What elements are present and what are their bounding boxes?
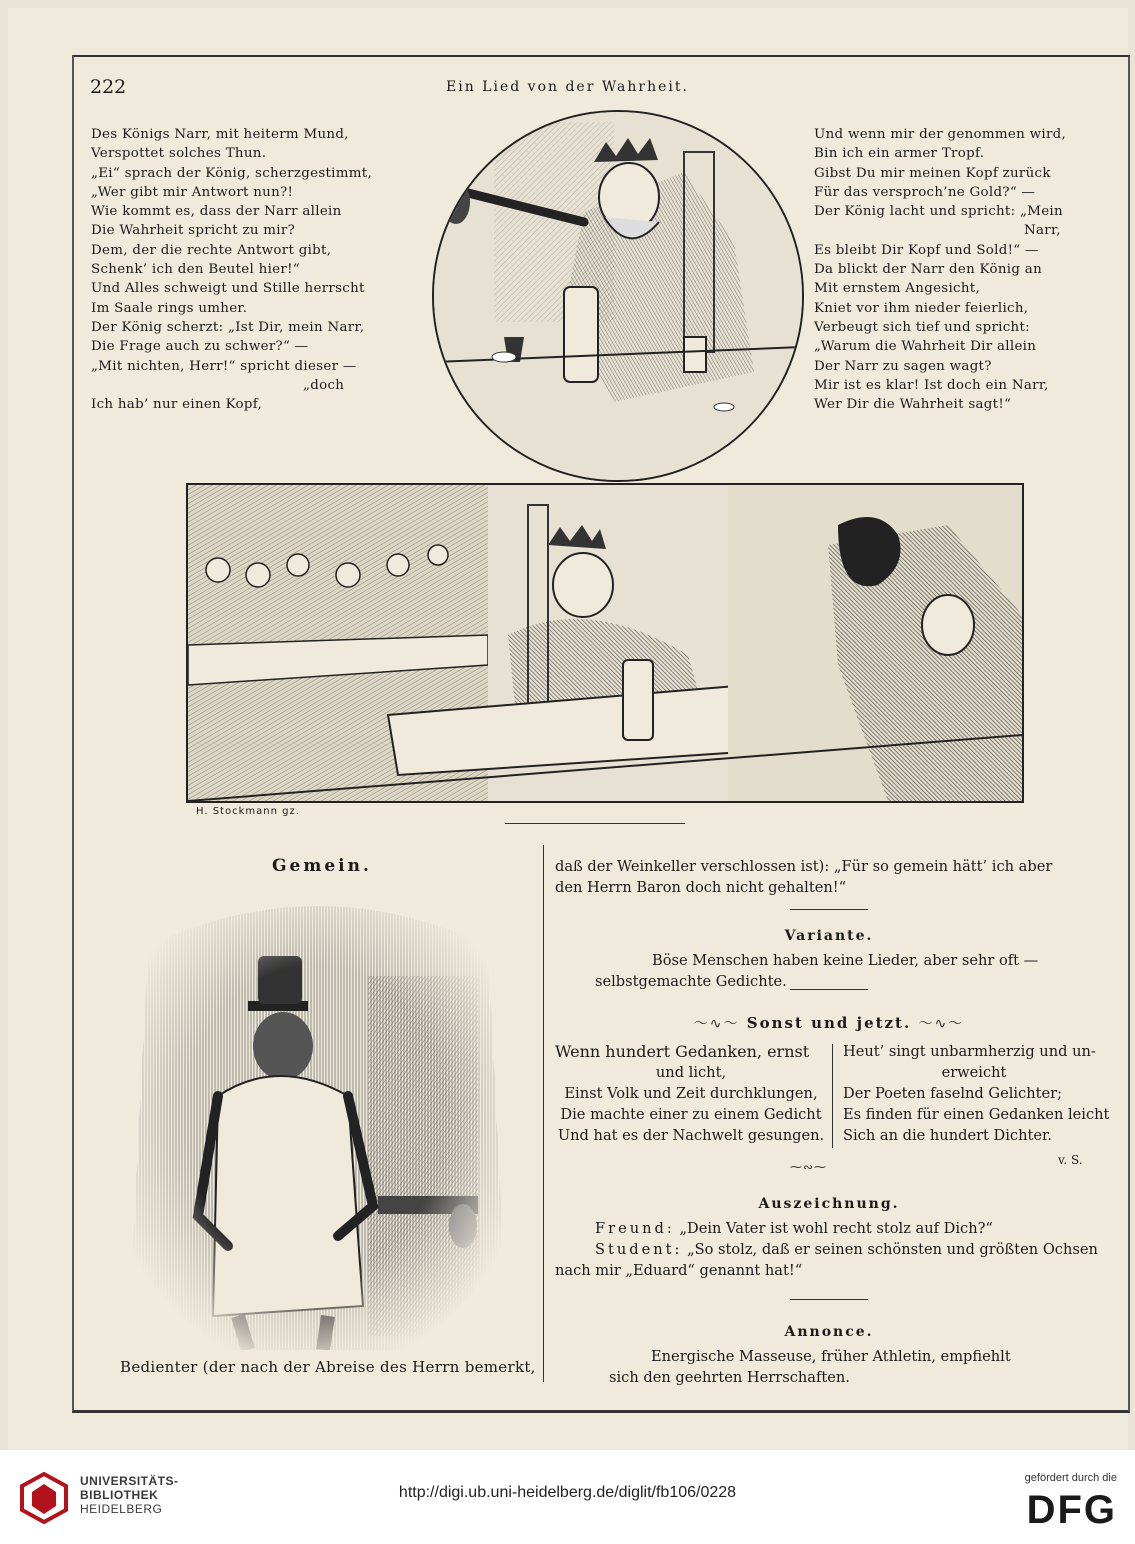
poem-line: Für das versproch’ne Gold?“ — [814,184,1036,200]
dialogue-text: „Dein Vater ist wohl recht stolz auf Dich?“ [679,1220,993,1237]
section-divider [790,1299,868,1300]
poem-line: Verbeugt sich tief und spricht: [814,319,1030,335]
poem-line: „Ei“ sprach der König, scherzgestimmt, [91,165,372,181]
poem-line: Mir ist es klar! Ist doch ein Narr, [814,377,1049,393]
king-drawing [434,112,802,480]
sonst-line: und licht, [655,1064,727,1081]
poem-line: Dem, der die rechte Antwort gibt, [91,242,332,258]
poem-line: „Wer gibt mir Antwort nun?! [91,184,294,200]
dfg-logo: DFG [1026,1488,1117,1532]
gemein-continuation-line: den Herrn Baron doch nicht gehalten!“ [555,879,847,896]
poem-line: Und Alles schweigt und Stille herrscht [91,281,365,297]
poem-column-separator [832,1044,833,1148]
ornament-right-icon: 〜∿〜 [918,1016,965,1032]
poem-right-column [814,125,1104,414]
ornament-left-icon: 〜∿〜 [693,1016,740,1032]
sonst-line: Wenn hundert Gedanken, ernst [555,1042,810,1061]
funding-note: gefördert durch die [1024,1472,1117,1484]
king-roundel-illustration [432,110,804,482]
sonst-line: Heut’ singt unbarmherzig und un- [843,1043,1096,1060]
variante-line: selbstgemachte Gedichte. [595,973,787,990]
library-name-line: UNIVERSITÄTS- [80,1474,179,1488]
poem-line: Schenk’ ich den Beutel hier!“ [91,262,300,278]
library-name-line: BIBLIOTHEK [80,1488,159,1502]
sonst-left-column [555,1041,827,1146]
poem-line: Der König lacht und spricht: „Mein [814,204,1063,220]
auszeichnung-line [555,1239,1103,1260]
annonce-text [555,1346,1103,1388]
poem-line: Im Saale rings umher. [91,300,248,316]
variante-text [555,950,1103,992]
sonst-heading: Sonst und jetzt. [746,1014,912,1032]
section-divider [790,909,868,910]
sonst-right-column [843,1041,1110,1146]
gemein-heading: Gemein. [272,856,372,876]
artist-signature: H. Stockmann gz. [196,806,300,817]
poem-line: Mit ernstem Angesicht, [814,281,981,297]
running-title: Ein Lied von der Wahrheit. [446,79,689,95]
speaker-label: Student: [595,1241,683,1258]
banquet-scene-illustration [186,483,1024,803]
gemein-continuation-line: daß der Weinkeller verschlossen ist): „Für so gemein hätt’ ich aber [555,858,1053,875]
poem-line: Gibst Du mir meinen Kopf zurück [814,165,1051,181]
section-divider [790,989,868,990]
banquet-drawing [188,485,1022,801]
sonst-author: v. S. [1058,1153,1083,1167]
permalink-url[interactable]: http://digi.ub.uni-heidelberg.de/diglit/fb106/0228 [398,1484,737,1501]
auszeichnung-heading: Auszeichnung. [758,1196,900,1212]
poem-line: Der Narr zu sagen wagt? [814,358,992,374]
sonst-line: Der Poeten faselnd Gelichter; [843,1085,1063,1102]
sonst-line: Und hat es der Nachwelt gesungen. [557,1127,825,1144]
page-number: 222 [90,76,127,98]
annonce-heading: Annonce. [784,1324,874,1340]
speaker-label: Freund: [595,1220,675,1237]
digitization-footer [0,1450,1135,1544]
section-divider [505,823,685,824]
column-separator [543,845,544,1382]
poem-line: Da blickt der Narr den König an [814,262,1043,278]
poem-left-column [91,125,391,414]
library-name-line: HEIDELBERG [80,1502,163,1516]
poem-line: Des Königs Narr, mit heiterm Mund, [91,127,349,142]
annonce-line: sich den geehrten Herrschaften. [609,1369,850,1386]
annonce-line: Energische Masseuse, früher Athletin, empfiehlt [651,1348,1011,1365]
gemein-caption: Bedienter (der nach der Abreise des Herrn bemerkt, [120,1358,536,1376]
poem-line: Kniet vor ihm nieder feierlich, [814,300,1029,316]
poem-line: Und wenn mir der genommen wird, [814,127,1067,142]
poem-line: Wer Dir die Wahrheit sagt!“ [814,397,1012,413]
auszeichnung-text [555,1218,1103,1281]
gemein-continuation [555,856,1103,898]
poem-line: „Mit nichten, Herr!“ spricht dieser — [91,358,357,374]
variante-heading: Variante. [784,928,874,944]
sonst-line: Die machte einer zu einem Gedicht [560,1106,822,1123]
poem-line: Es bleibt Dir Kopf und Sold!“ — [814,242,1039,258]
sonst-line: Es finden für einen Gedanken leicht [843,1106,1110,1123]
sonst-heading-row [555,1013,1103,1033]
poem-line: Der König scherzt: „Ist Dir, mein Narr, [91,319,365,335]
sonst-line: Sich an die hundert Dichter. [843,1127,1053,1144]
sonst-line: erweicht [941,1064,1007,1081]
poem-line: Die Wahrheit spricht zu mir? [91,223,296,239]
variante-line: Böse Menschen haben keine Lieder, aber sehr oft — [652,952,1039,969]
poem-line: „doch [303,377,345,393]
poem-line: „Warum die Wahrheit Dir allein [814,339,1037,355]
dialogue-text: „So stolz, daß er seinen schönsten und größten Ochsen [687,1241,1098,1258]
poem-line: Narr, [1024,223,1061,239]
sonst-line: Einst Volk und Zeit durchklungen, [564,1085,818,1102]
auszeichnung-line [555,1218,1103,1239]
auszeichnung-line: nach mir „Eduard“ genannt hat!“ [555,1262,803,1279]
poem-line: Bin ich ein armer Tropf. [814,146,985,162]
poem-line: Ich hab’ nur einen Kopf, [91,397,263,413]
poem-line: Wie kommt es, dass der Narr allein [91,204,342,220]
servant-drawing [118,886,513,1350]
servant-illustration [118,886,513,1350]
flourish-divider-icon: ⁓∾⁓ [790,1160,828,1174]
poem-line: Verspottet solches Thun. [91,146,267,162]
poem-line: Die Frage auch zu schwer?“ — [91,339,309,355]
